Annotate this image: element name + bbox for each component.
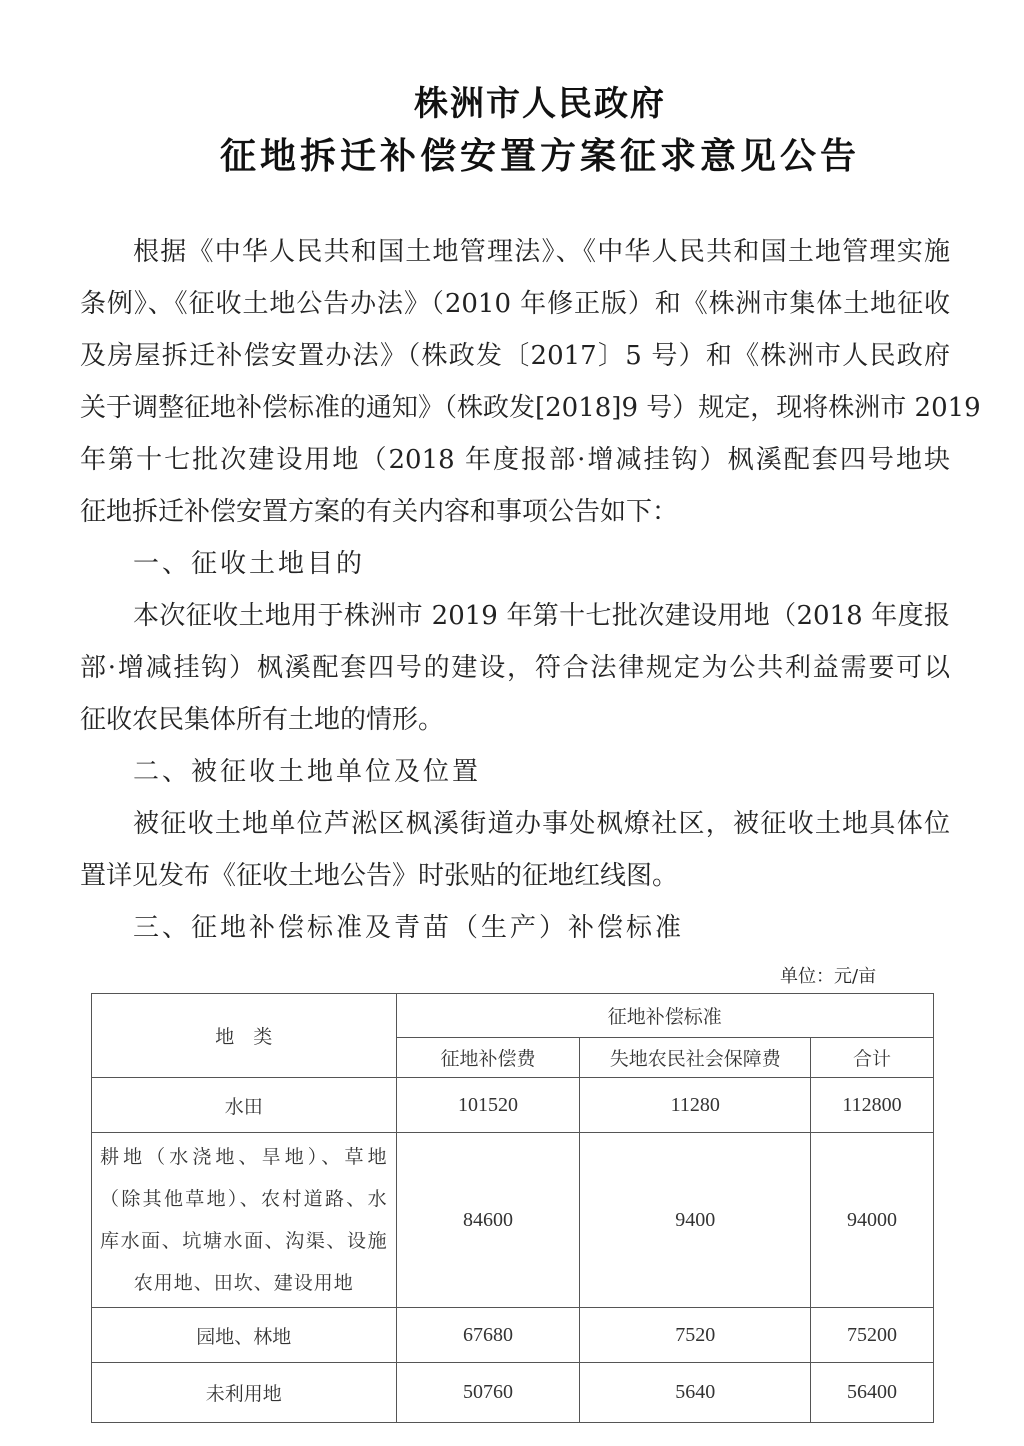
paragraph-line: 关于调整征地补偿标准的通知》（株政发[2018]9 号）规定，现将株洲市 2019 (80, 393, 981, 423)
section-heading: 一、征收土地目的 (133, 549, 366, 579)
paragraph-line: 及房屋拆迁补偿安置办法》（株政发〔2017〕5 号）和《株洲市人民政府 (80, 341, 950, 371)
paragraph-line: 置详见发布《征收土地公告》时张贴的征地红线图。 (80, 861, 679, 891)
paragraph-line: 本次征收土地用于株洲市 2019 年第十七批次建设用地（2018 年度报 (133, 601, 950, 631)
header-land-type: 地 类 (92, 994, 397, 1078)
table-row (92, 1363, 934, 1423)
value-cell: 67680 (396, 1308, 580, 1363)
title-line-2: 征地拆迁补偿安置方案征求意见公告 (219, 135, 860, 177)
land-type-cell: 水田 (92, 1078, 397, 1133)
paragraph-line: 年第十七批次建设用地（2018 年度报部·增减挂钩）枫溪配套四号地块 (80, 445, 950, 475)
value-cell: 94000 (811, 1133, 934, 1308)
title-line-1: 株洲市人民政府 (414, 84, 666, 124)
header-column: 征地补偿费 (396, 1038, 580, 1078)
value-cell: 11280 (580, 1078, 811, 1133)
value-cell: 56400 (811, 1363, 934, 1423)
paragraph-line: 根据《中华人民共和国土地管理法》、《中华人民共和国土地管理实施 (133, 237, 950, 267)
value-cell: 5640 (580, 1363, 811, 1423)
unit-label: 单位：元/亩 (780, 966, 877, 987)
section-heading: 三、征地补偿标准及青苗（生产）补偿标准 (133, 913, 685, 943)
compensation-table (91, 993, 934, 1423)
table-row (92, 1133, 934, 1308)
value-cell: 7520 (580, 1308, 811, 1363)
value-cell: 50760 (396, 1363, 580, 1423)
paragraph-line: 条例》、《征收土地公告办法》（2010 年修正版）和《株洲市集体土地征收 (80, 289, 950, 319)
value-cell: 101520 (396, 1078, 580, 1133)
table-row (92, 1078, 934, 1133)
paragraph-line: 部·增减挂钩）枫溪配套四号的建设，符合法律规定为公共利益需要可以 (80, 653, 950, 683)
section-heading: 二、被征收土地单位及位置 (133, 757, 482, 787)
header-column: 失地农民社会保障费 (580, 1038, 811, 1078)
header-column: 合计 (811, 1038, 934, 1078)
paragraph-line: 被征收土地单位芦淞区枫溪街道办事处枫燎社区，被征收土地具体位 (133, 809, 950, 839)
land-type-cell: 未利用地 (92, 1363, 397, 1423)
paragraph-line: 征收农民集体所有土地的情形。 (80, 705, 445, 735)
value-cell: 112800 (811, 1078, 934, 1133)
header-compensation-standard: 征地补偿标准 (396, 994, 933, 1038)
land-type-cell: 耕地（水浇地、旱地）、草地（除其他草地）、农村道路、水库水面、坑塘水面、沟渠、设施农用地、田坎、建设用地 (92, 1133, 397, 1308)
table-row (92, 1308, 934, 1363)
value-cell: 9400 (580, 1133, 811, 1308)
paragraph-line: 征地拆迁补偿安置方案的有关内容和事项公告如下： (80, 497, 679, 527)
document-body (80, 226, 981, 954)
land-type-cell: 园地、林地 (92, 1308, 397, 1363)
value-cell: 84600 (396, 1133, 580, 1308)
value-cell: 75200 (811, 1308, 934, 1363)
